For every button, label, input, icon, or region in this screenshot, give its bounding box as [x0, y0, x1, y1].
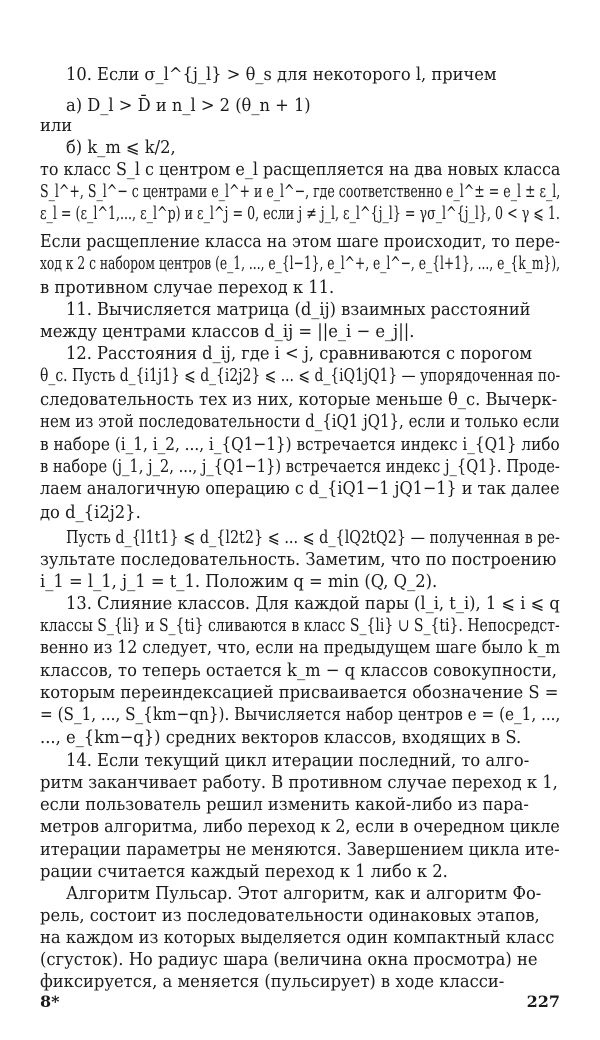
- text-line: Пусть d_{l1t1} ⩽ d_{l2t2} ⩽ ... ⩽ d_{lQ2tQ2} — полученная в ре-: [66, 528, 560, 548]
- text-line: в наборе (j_1, j_2, ..., j_{Q1−1}) встречается индекс j_{Q1}. Проде-: [40, 457, 560, 477]
- text-line: θ_c. Пусть d_{i1j1} ⩽ d_{i2j2} ⩽ ... ⩽ d_{iQ1jQ1} — упорядоченная по-: [40, 366, 561, 386]
- text-line: или: [40, 116, 73, 136]
- text-line: до d_{i2j2}.: [40, 503, 141, 523]
- text-line: S_l^+, S_l^− с центрами e_l^+ и e_l^−, где соответственно e_l^± = e_l ± ε_l,: [40, 182, 561, 202]
- text-line: следовательность тех из них, которые меньше θ_c. Вычерк-: [40, 390, 558, 410]
- text-line: 14. Если текущий цикл итерации последний, то алго-: [66, 751, 530, 771]
- text-line: ритм заканчивает работу. В противном случае переход к 1,: [40, 773, 558, 793]
- text-line: 13. Слияние классов. Для каждой пары (l_i, t_i), 1 ⩽ i ⩽ q: [66, 594, 560, 614]
- text-line: Алгоритм Пульсар. Этот алгоритм, как и алгоритм Фо-: [66, 884, 542, 904]
- text-line: в противном случае переход к 11.: [40, 278, 335, 298]
- text-line: в наборе (i_1, i_2, ..., i_{Q1−1}) встречается индекс i_{Q1} либо: [40, 435, 560, 455]
- text-line: венно из 12 следует, что, если на предыдущем шаге было k_m: [40, 638, 561, 658]
- text-line: фиксируется, а меняется (пульсирует) в ходе класси-: [40, 972, 505, 992]
- text-line: классов, то теперь остается k_m − q классов совокупности,: [40, 661, 557, 681]
- text-line: рель, состоит из последовательности одинаковых этапов,: [40, 906, 540, 926]
- text-line: на каждом из которых выделяется один компактный класс: [40, 928, 555, 948]
- text-line: б) k_m ⩽ k/2,: [66, 138, 176, 158]
- text-line: рации считается каждый переход к 1 либо к 2.: [40, 862, 448, 882]
- text-line: между центрами классов d_ij = ||e_i − e_j||.: [40, 322, 415, 342]
- text-line: а) D_l > D̄ и n_l > 2 (θ_n + 1): [66, 96, 311, 116]
- text-line: итерации параметры не меняются. Завершением цикла ите-: [40, 840, 560, 860]
- text-line: (сгусток). Но радиус шара (величина окна просмотра) не: [40, 950, 538, 970]
- text-line: = (S_1, ..., S_{km−qn}). Вычисляется набор центров e = (e_1, ...,: [40, 705, 561, 725]
- page-number: 227: [526, 992, 560, 1011]
- text-line: 12. Расстояния d_ij, где i < j, сравниваются с порогом: [66, 344, 533, 364]
- text-line: нем из этой последовательности d_{iQ1 jQ1}, если и только если: [40, 412, 560, 432]
- text-line: ε_l = (ε_l^1,..., ε_l^p) и ε_l^j = 0, если j ≠ j_l, ε_l^{j_l} = γσ_l^{j_l}, 0 < γ ⩽ 1.: [40, 204, 560, 224]
- text-line: то класс S_l с центром e_l расщепляется на два новых класса: [40, 160, 561, 180]
- text-line: 10. Если σ_l^{j_l} > θ_s для некоторого l, причем: [66, 65, 497, 85]
- text-line: если пользователь решил изменить какой-либо из пара-: [40, 795, 529, 815]
- text-line: ход к 2 с набором центров (e_1, ..., e_{l−1}, e_l^+, e_l^−, e_{l+1}, ..., e_{k_m}),: [40, 254, 561, 274]
- text-line: i_1 = l_1, j_1 = t_1. Положим q = min (Q, Q_2).: [40, 572, 438, 592]
- text-line: Если расщепление класса на этом шаге происходит, то пере-: [40, 232, 560, 252]
- text-line: 11. Вычисляется матрица (d_ij) взаимных расстояний: [66, 300, 531, 320]
- text-line: классы S_{li} и S_{ti} сливаются в класс S_{li} ∪ S_{ti}. Непосредст-: [40, 616, 560, 636]
- text-line: зультате последовательность. Заметим, что по построению: [40, 550, 557, 570]
- text-line: ..., e_{km−q}) средних векторов классов, входящих в S.: [40, 728, 522, 748]
- text-line: которым переиндексацией присваивается обозначение S =: [40, 683, 559, 703]
- text-line: метров алгоритма, либо переход к 2, если в очередном цикле: [40, 817, 560, 837]
- text-line: лаем аналогичную операцию с d_{iQ1−1 jQ1−1} и так далее: [40, 479, 560, 499]
- signature-mark: 8*: [40, 992, 60, 1011]
